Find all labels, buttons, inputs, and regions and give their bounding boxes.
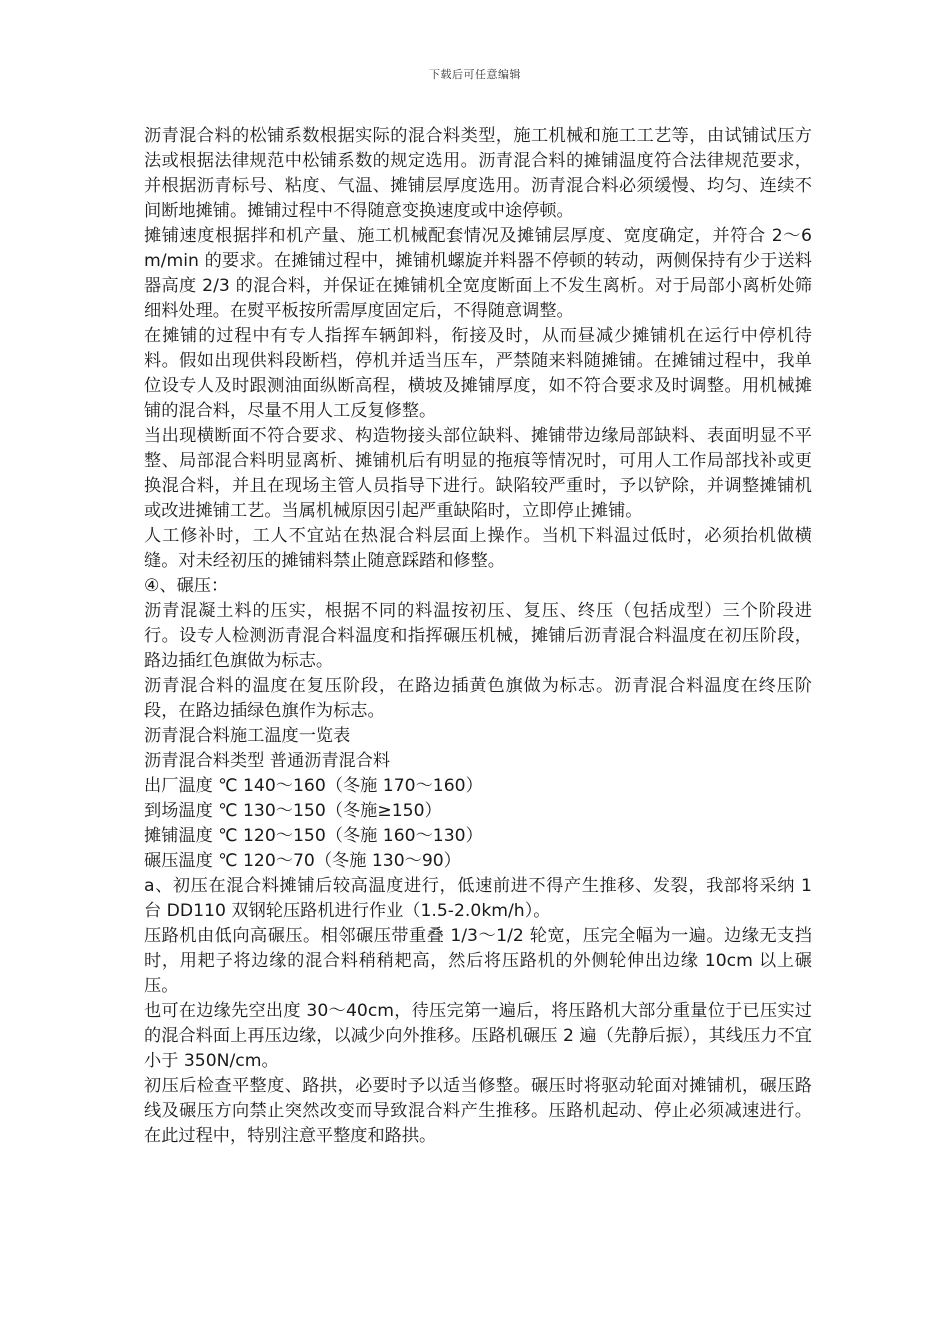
document-body [144, 124, 812, 1149]
temperature-table-row: 沥青混合料类型 普通沥青混合料 [144, 751, 391, 771]
paragraph-edge-rolling: 也可在边缘先空出度 30～40cm，待压完第一遍后，将压路机大部分重量位于已压实过的混合料面上再压边缘，以减少向外推移。压路机碾压 2 遍（先静后振），其线压力不宜小于 350N/cm。 [144, 1001, 812, 1071]
paragraph-flags: 沥青混合料的温度在复压阶段，在路边插黄色旗做为标志。沥青混合料温度在终压阶段，在路边插绿色旗作为标志。 [144, 676, 812, 721]
paragraph-compaction-stages: 沥青混凝土料的压实，根据不同的料温按初压、复压、终压（包括成型）三个阶段进行。设专人检测沥青混合料温度和指挥碾压机械，摊铺后沥青混合料温度在初压阶段，路边插红色旗做为标志。 [144, 601, 812, 671]
section-heading-rolling: ④、碾压： [144, 576, 229, 596]
paragraph-defects: 当出现横断面不符合要求、构造物接头部位缺料、摊铺带边缘局部缺料、表面明显不平整、局部混合料明显离析、摊铺机后有明显的拖痕等情况时，可用人工作局部找补或更换混合料，并且在现场主管人员指导下进行。缺陷较严重时，予以铲除，并调整摊铺机或改进摊铺工艺。当属机械原因引起严重缺陷时，立即停止摊铺。 [144, 426, 812, 521]
paragraph-paving-speed: 摊铺速度根据拌和机产量、施工机械配套情况及摊铺层厚度、宽度确定，并符合 2～6m/min 的要求。在摊铺过程中，摊铺机螺旋并料器不停顿的转动，两侧保持有少于送料器高度 2/3 的混合料，并保证在摊铺机全宽度断面上不发生离析。对于局部小离析处筛细料处理。在熨平板按所需厚度固定后，不得随意调整。 [144, 226, 812, 321]
paragraph-unloading: 在摊铺的过程中有专人指挥车辆卸料，衔接及时，从而昼减少摊铺机在运行中停机待料。假如出现供料段断档，停机并适当压车，严禁随来料随摊铺。在摊铺过程中，我单位设专人及时跟测油面纵断高程，横坡及摊铺厚度，如不符合要求及时调整。用机械摊铺的混合料，尽量不用人工反复修整。 [144, 326, 812, 421]
temperature-table-row: 出厂温度 ℃ 140～160（冬施 170～160） [144, 776, 483, 796]
page-header: 下载后可任意编辑 [429, 68, 521, 81]
paragraph-spreading-coefficient: 沥青混合料的松铺系数根据实际的混合料类型，施工机械和施工工艺等，由试铺试压方法或根据法律规范中松铺系数的规定选用。沥青混合料的摊铺温度符合法律规范要求，并根据沥青标号、粘度、气温、摊铺层厚度选用。沥青混合料必须缓慢、均匀、连续不间断地摊铺。摊铺过程中不得随意变换速度或中途停顿。 [144, 126, 812, 221]
temperature-table-row: 摊铺温度 ℃ 120～150（冬施 160～130） [144, 826, 483, 846]
temperature-table-row: 到场温度 ℃ 130～150（冬施≥150） [144, 801, 442, 821]
paragraph-flatness-check: 初压后检查平整度、路拱，必要时予以适当修整。碾压时将驱动轮面对摊铺机，碾压路线及碾压方向禁止突然改变而导致混合料产生推移。压路机起动、停止必须减速进行。在此过程中，特别注意平整度和路拱。 [144, 1076, 812, 1146]
temperature-table-title: 沥青混合料施工温度一览表 [144, 726, 351, 746]
paragraph-roller-direction: 压路机由低向高碾压。相邻碾压带重叠 1/3～1/2 轮宽，压完全幅为一遍。边缘无支挡时，用耙子将边缘的混合料稍稍耙高，然后将压路机的外侧轮伸出边缘 10cm 以上碾压。 [144, 926, 812, 996]
paragraph-initial-rolling: a、初压在混合料摊铺后较高温度进行，低速前进不得产生推移、发裂，我部将采纳 1 台 DD110 双钢轮压路机进行作业（1.5-2.0km/h）。 [144, 876, 812, 921]
temperature-table-row: 碾压温度 ℃ 120～70（冬施 130～90） [144, 851, 461, 871]
paragraph-manual-repair: 人工修补时，工人不宜站在热混合料层面上操作。当机下料温过低时，必须抬机做横缝。对未经初压的摊铺料禁止随意踩踏和修整。 [144, 526, 812, 571]
